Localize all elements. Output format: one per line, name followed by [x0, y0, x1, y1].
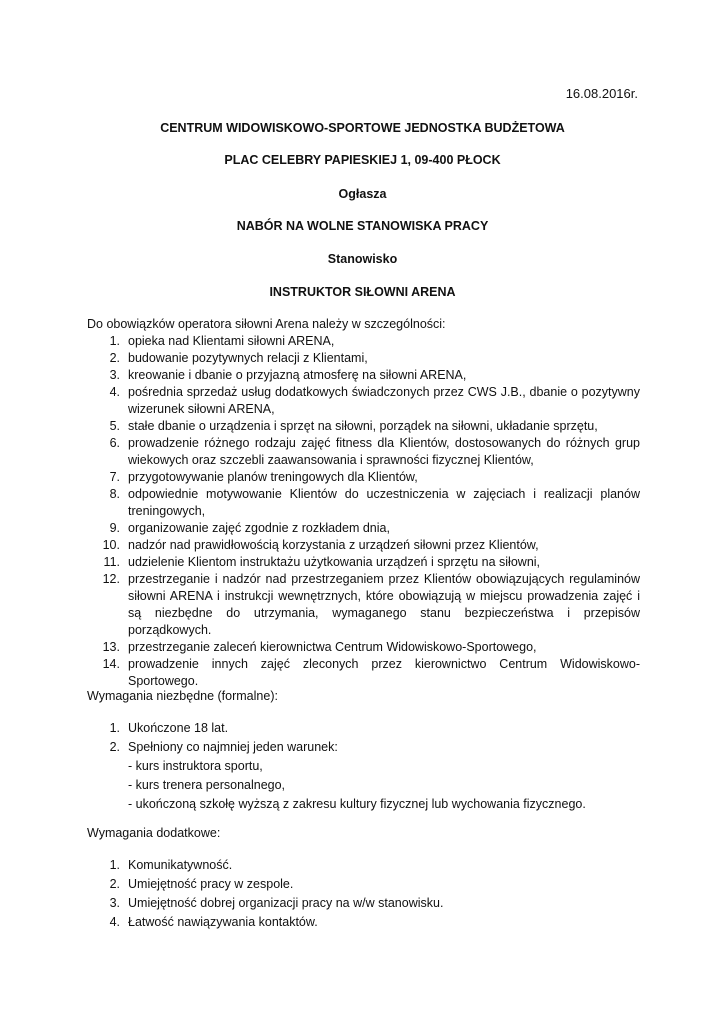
additional-list: [87, 856, 640, 932]
list-item: 11. udzielenie Klientom instruktażu użytkowania urządzeń i sprzętu na siłowni,: [103, 555, 541, 569]
list-item: 13. przestrzeganie zaleceń kierownictwa Centrum Widowiskowo-Sportowego,: [102, 640, 537, 654]
recruitment-heading: NABÓR NA WOLNE STANOWISKA PRACY: [236, 219, 489, 233]
duties-list: [87, 333, 640, 690]
list-item: 12. przestrzeganie i nadzór nad przestrzeganiem przez Klientów obowiązujących regulaminów siłowni ARENA i instrukcji wewnętrznych, które obowiązują w miejscu prowadzenia zajęć i są niezbędne do utrzymania, wymaganego stanu bezpieczeństwa i przepisów porządkowych.: [102, 572, 640, 637]
list-item: 14. prowadzenie innych zajęć zleconych przez kierownictwo Centrum Widowiskowo-Sportowego.: [102, 657, 640, 688]
list-item: 3. Umiejętność dobrej organizacji pracy na w/w stanowisku.: [109, 896, 444, 910]
list-item: 5. stałe dbanie o urządzenia i sprzęt na siłowni, porządek na siłowni, układanie sprzętu,: [109, 419, 598, 433]
list-item: 3. kreowanie i dbanie o przyjazną atmosferę na siłowni ARENA,: [109, 368, 467, 382]
duties-intro: Do obowiązków operatora siłowni Arena należy w szczególności:: [87, 317, 446, 331]
condition-item: - ukończoną szkołę wyższą z zakresu kultury fizycznej lub wychowania fizycznego.: [128, 797, 586, 811]
list-item: 4. pośrednia sprzedaż usług dodatkowych świadczonych przez CWS J.B., dbanie o pozytywny wizerunek siłowni ARENA,: [109, 385, 640, 416]
list-item: 1. Ukończone 18 lat.: [109, 721, 229, 735]
list-item: 9. organizowanie zajęć zgodnie z rozkładem dnia,: [109, 521, 390, 535]
position-label: Stanowisko: [327, 252, 398, 266]
announces-heading: Ogłasza: [338, 187, 387, 201]
list-item: 1. opieka nad Klientami siłowni ARENA,: [109, 334, 335, 348]
list-item: 10. nadzór nad prawidłowością korzystania z urządzeń siłowni przez Klientów,: [102, 538, 539, 552]
list-item: 1. Komunikatywność.: [109, 858, 233, 872]
list-item: 4. Łatwość nawiązywania kontaktów.: [109, 915, 318, 929]
document-date: 16.08.2016r.: [565, 86, 638, 101]
condition-item: - kurs trenera personalnego,: [128, 778, 286, 792]
required-list: [87, 719, 640, 814]
condition-item: - kurs instruktora sportu,: [128, 759, 263, 773]
position-title: INSTRUKTOR SIŁOWNI ARENA: [269, 285, 456, 299]
list-item: 8. odpowiednie motywowanie Klientów do uczestniczenia w zajęciach i realizacji planów treningowych,: [109, 487, 640, 518]
required-title: Wymagania niezbędne (formalne):: [87, 689, 278, 703]
list-item: 2. Spełniony co najmniej jeden warunek: - kurs instruktora sportu, - kurs trenera personalnego, - ukończoną szkołę wyższą z zakresu kultury fizycznej lub wychowania fizycznego.: [87, 738, 640, 814]
list-item: 6. prowadzenie różnego rodzaju zajęć fitness dla Klientów, dostosowanych do różnych grup wiekowych oraz szczebli zaawansowania i sprawności fizycznej Klientów,: [109, 436, 640, 467]
organization-address: PLAC CELEBRY PAPIESKIEJ 1, 09-400 PŁOCK: [224, 153, 501, 167]
list-item: 2. budowanie pozytywnych relacji z Klientami,: [109, 351, 368, 365]
list-item: 2. Umiejętność pracy w zespole.: [109, 877, 294, 891]
additional-title: Wymagania dodatkowe:: [87, 826, 221, 840]
list-item: 7. przygotowywanie planów treningowych dla Klientów,: [109, 470, 418, 484]
organization-name: CENTRUM WIDOWISKOWO-SPORTOWE JEDNOSTKA BUDŻETOWA: [160, 121, 565, 135]
